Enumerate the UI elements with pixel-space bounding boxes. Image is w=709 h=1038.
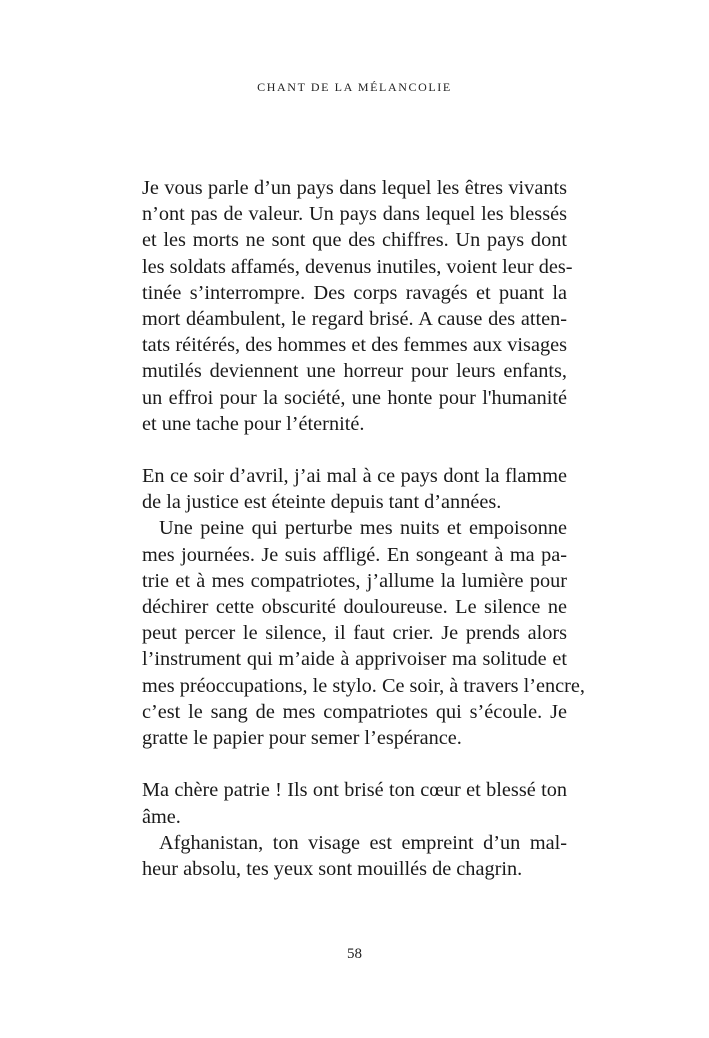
text-line: mes préoccupations, le stylo. Ce soir, à travers l’encre, [142,674,585,697]
section-break [142,751,567,777]
text-line: tats réitérés, des hommes et des femmes aux visages [142,334,567,357]
text-line: mutilés deviennent une horreur pour leurs enfants, [142,360,567,383]
text-line: et une tache pour l’éternité. [142,412,365,435]
body-text [142,175,585,882]
text-line: tinée s’interrompre. Des corps ravagés et puant la [142,281,567,304]
text-line: Afghanistan, ton visage est empreint d’un mal- [159,831,567,854]
text-line: un effroi pour la société, une honte pour l'humanité [142,386,567,409]
text-line: les soldats affamés, devenus inutiles, voient leur des- [142,255,573,278]
text-line: peut percer le silence, il faut crier. Je prends alors [142,622,567,645]
text-line: déchirer cette obscurité douloureuse. Le silence ne [142,596,567,618]
text-line: Ma chère patrie ! Ils ont brisé ton cœur et blessé ton [142,779,567,802]
text-line: mes journées. Je suis affligé. En songeant à ma pa- [142,543,567,566]
text-line: l’instrument qui m’aide à apprivoiser ma solitude et [142,648,567,671]
text-line: de la justice est éteinte depuis tant d’années. [142,491,502,514]
running-header: CHANT DE LA MÉLANCOLIE [257,80,452,94]
text-line: et les morts ne sont que des chiffres. Un pays dont [142,229,567,252]
text-line: heur absolu, tes yeux sont mouillés de chagrin. [142,857,523,880]
text-line: âme. [142,805,181,828]
text-line: gratte le papier pour semer l’espérance. [142,726,462,749]
page-number: 58 [347,946,362,962]
text-line: c’est le sang de mes compatriotes qui s’écoule. Je [142,700,567,723]
text-line: En ce soir d’avril, j’ai mal à ce pays dont la flamme [142,465,567,488]
text-line: Une peine qui perturbe mes nuits et empoisonne [159,517,567,540]
section-break [142,437,567,463]
text-line: trie et à mes compatriotes, j’allume la lumière pour [142,569,567,592]
text-line: n’ont pas de valeur. Un pays dans lequel les blessés [142,203,567,226]
text-line: Je vous parle d’un pays dans lequel les êtres vivants [142,177,567,199]
text-line: mort déambulent, le regard brisé. A cause des atten- [142,307,567,330]
